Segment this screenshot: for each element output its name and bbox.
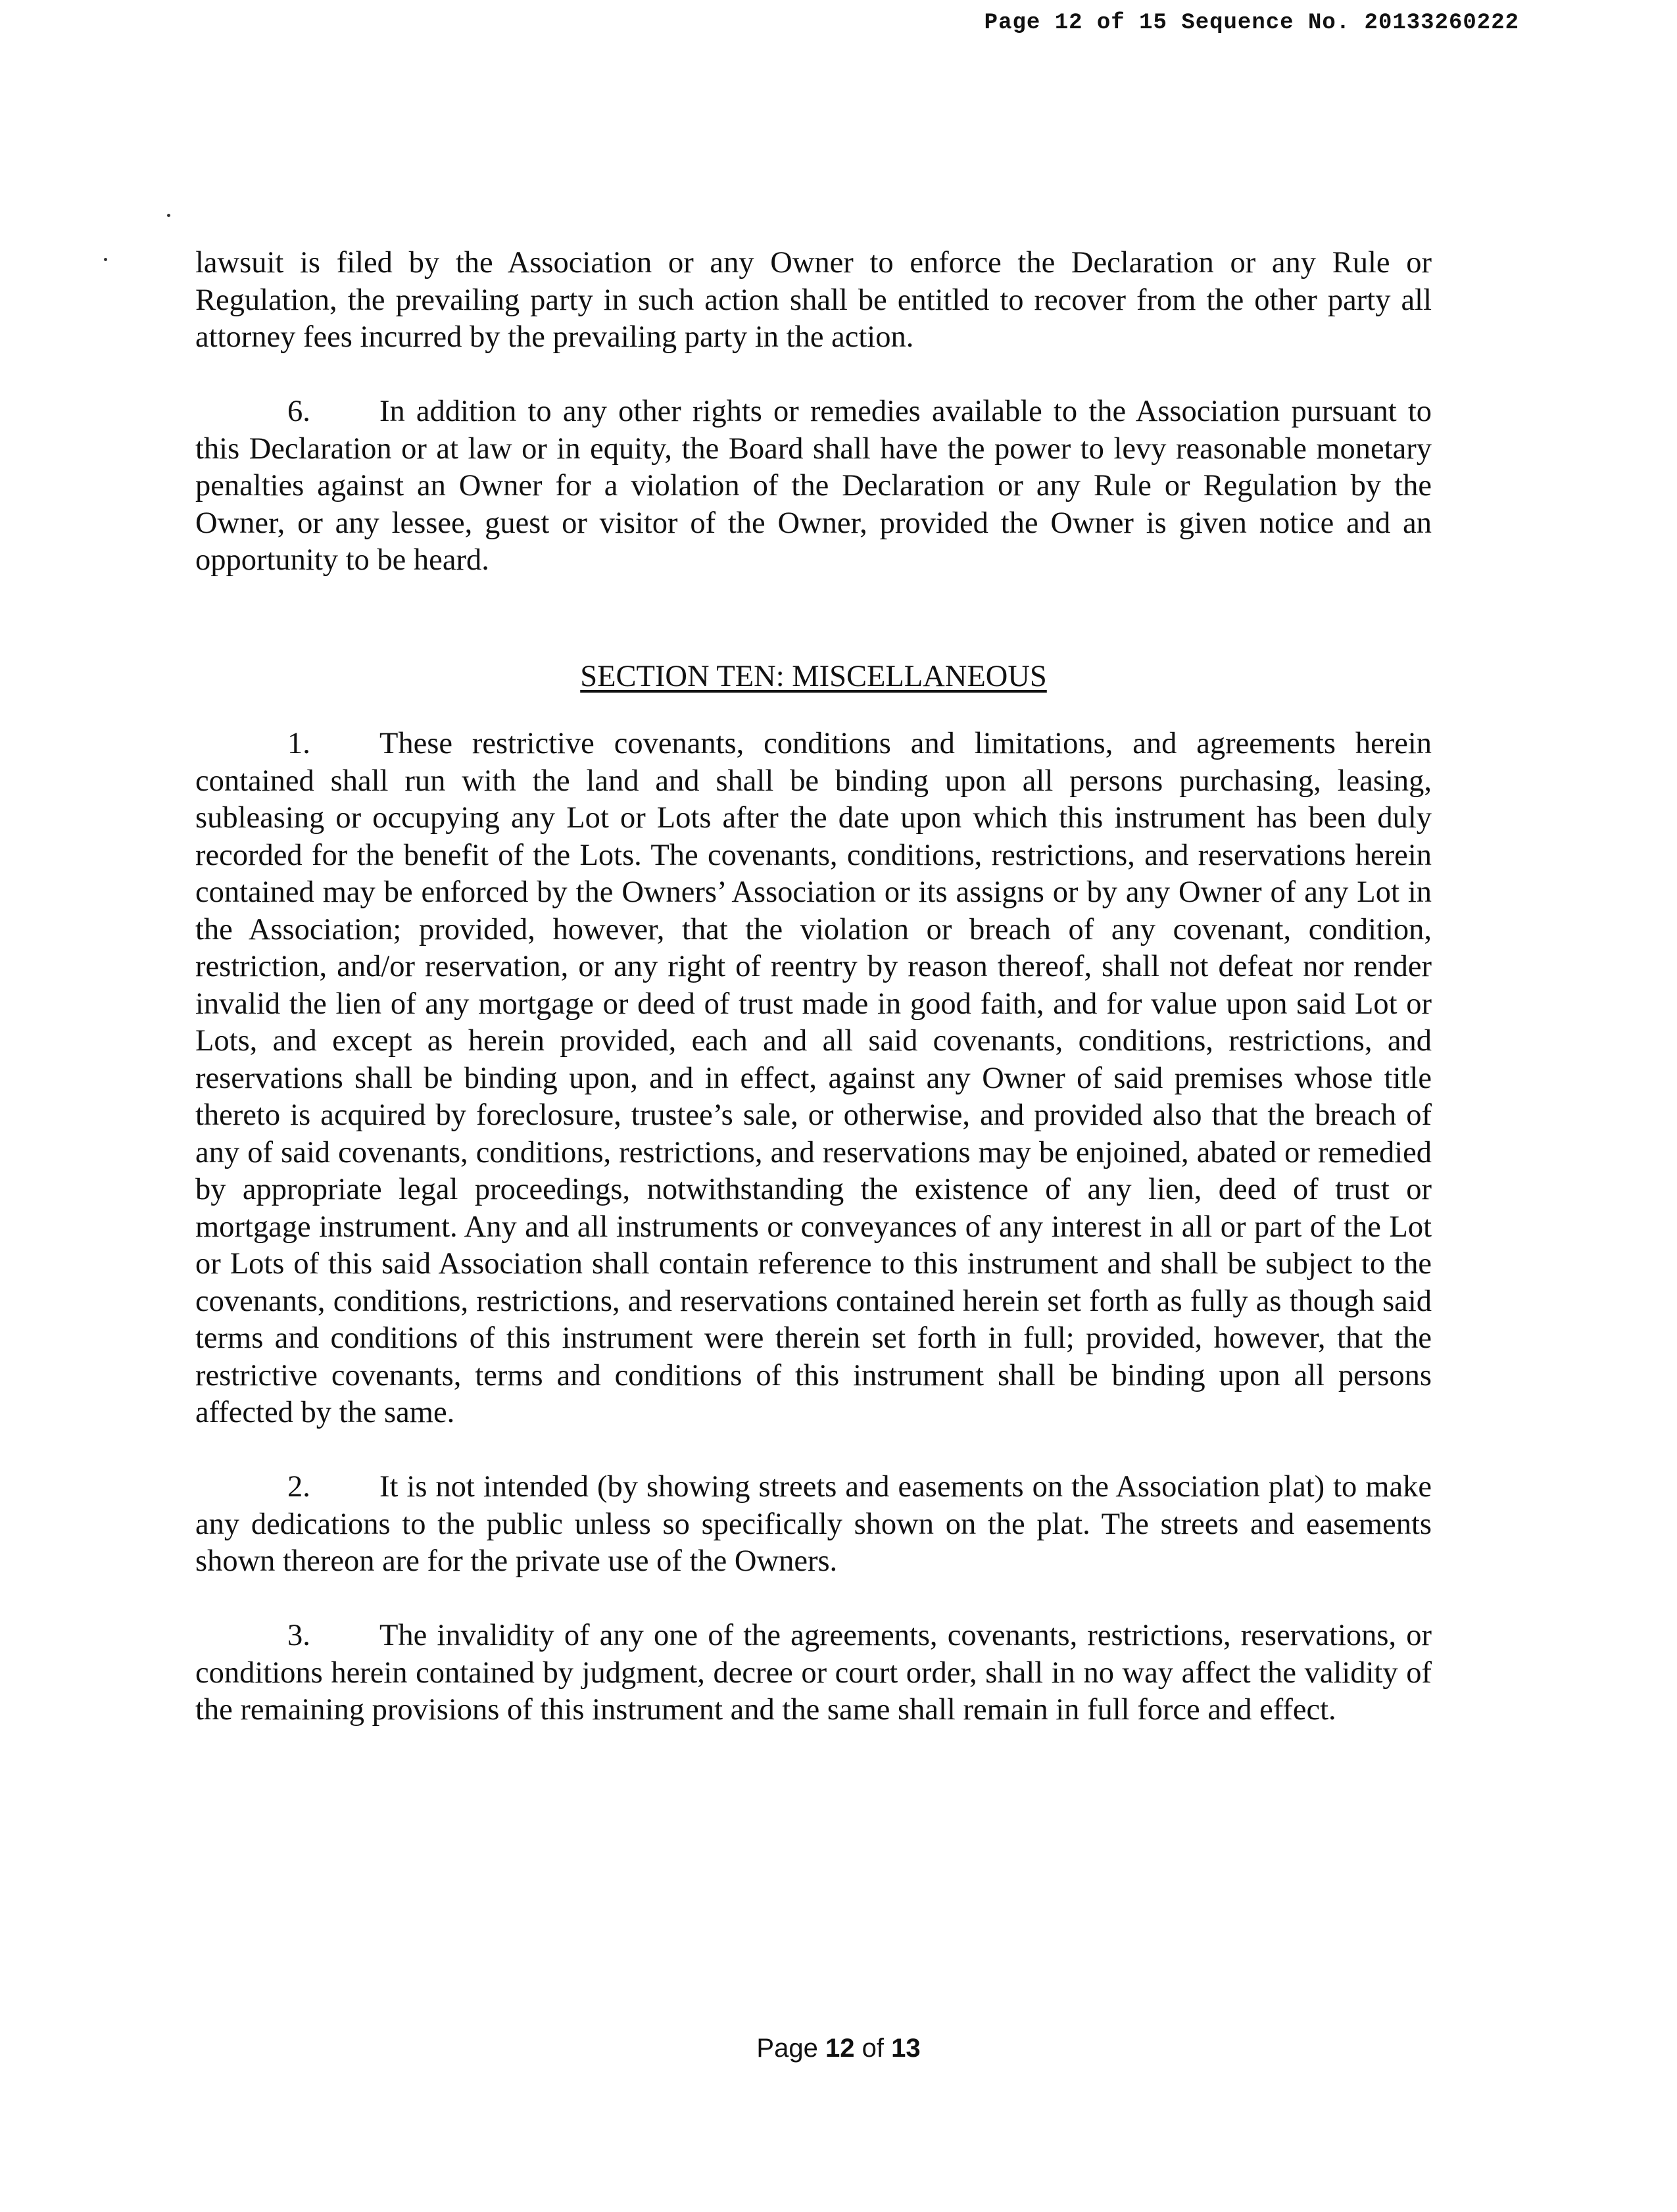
paragraph-text: It is not intended (by showing streets and easements on the Association plat) to make any dedications to the public unless so specifically shown on the plat. The streets and easements shown thereon are for the private use of the Owners.	[195, 1470, 1432, 1578]
sequence-stamp: Page 12 of 15 Sequence No. 20133260222	[984, 11, 1519, 36]
paragraph-number: 3.	[287, 1619, 310, 1652]
section-ten-paragraph-2	[195, 1469, 1432, 1581]
section-ten-paragraph-1	[195, 725, 1432, 1432]
paragraph-text: The invalidity of any one of the agreements, covenants, restrictions, reservations, or conditions herein contained by judgment, decree or court order, shall in no way affect the validity of the remaining provisions of this instrument and the same shall remain in full force and effect.	[195, 1619, 1432, 1727]
footer-of-word: of	[862, 2034, 884, 2063]
section-heading: SECTION TEN: MISCELLANEOUS	[580, 659, 1047, 693]
scan-speck	[104, 258, 107, 261]
footer-page-total: 13	[891, 2034, 921, 2063]
paragraph-continued: lawsuit is filed by the Association or any Owner to enforce the Declaration or any Rule or Regulation, the prevailing party in such action shall be entitled to recover from the other party all attorney fees incurred by the prevailing party in the action.	[195, 246, 1432, 354]
document-body	[195, 245, 1432, 1766]
paragraph-number: 2.	[287, 1470, 310, 1504]
paragraph-text: These restrictive covenants, conditions and limitations, and agreements herein contained shall run with the land and shall be binding upon all persons purchasing, leasing, subleasing or occupying any Lot or Lots after the date upon which this instrument has been duly recorded for the benefit of the Lots. The covenants, conditions, restrictions, and reservations herein contained may be enforced by the Owners’ Association or its assigns or by any Owner of any Lot in the Association; provided, however, that the violation or breach of any covenant, condition, restriction, and/or reservation, or any right of reentry by reason thereof, shall not defeat nor render invalid the lien of any mortgage or deed of trust made in good faith, and for value upon said Lot or Lots, and except as herein provided, each and all said covenants, conditions, restrictions, and reservations shall be binding upon, and in effect, against any Owner of said premises whose title thereto is acquired by foreclosure, trustee’s sale, or otherwise, and provided also that the breach of any of said covenants, conditions, restrictions, and reservations may be enjoined, abated or remedied by appropriate legal proceedings, notwithstanding the existence of any lien, deed of trust or mortgage instrument. Any and all instruments or conveyances of any interest in all or part of the Lot or Lots of this said Association shall contain reference to this instrument and shall be subject to the covenants, conditions, restrictions, and reservations contained herein set forth as fully as though said terms and conditions of this instrument were therein set forth in full; provided, however, that the restrictive covenants, terms and conditions of this instrument shall be binding upon all persons affected by the same.	[195, 727, 1432, 1429]
footer-page-word: Page	[756, 2034, 818, 2063]
footer-page-current: 12	[825, 2034, 855, 2063]
page-footer	[0, 2034, 1677, 2063]
paragraph-number: 6.	[287, 395, 310, 428]
scan-speck	[167, 214, 170, 217]
section-ten-paragraph-3	[195, 1617, 1432, 1729]
paragraph-text: In addition to any other rights or remedies available to the Association pursuant to this Declaration or at law or in equity, the Board shall have the power to levy reasonable monetary penalties against an Owner for a violation of the Declaration or any Rule or Regulation by the Owner, or any lessee, guest or visitor of the Owner, provided the Owner is given notice and an opportunity to be heard.	[195, 395, 1432, 577]
paragraph-number: 1.	[287, 727, 310, 760]
paragraph-6	[195, 393, 1432, 579]
